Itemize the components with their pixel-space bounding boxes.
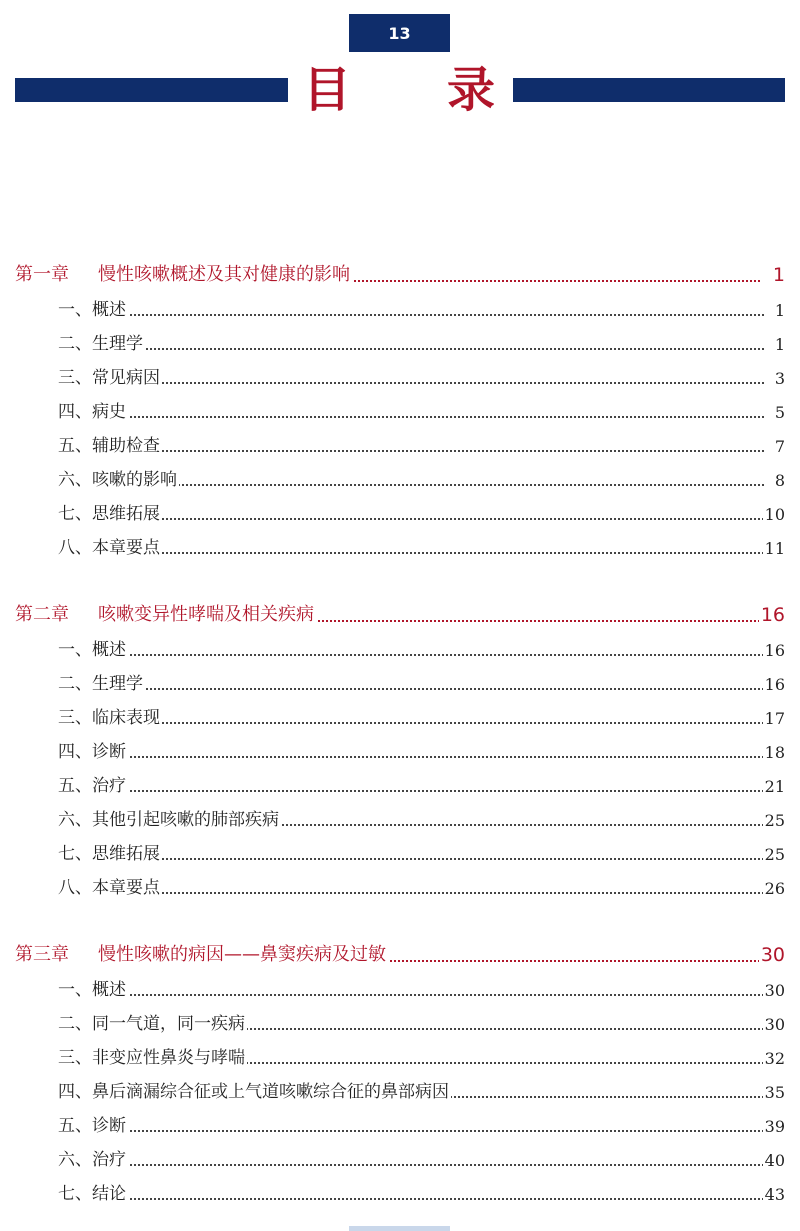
chapter-page-number: 16: [760, 604, 785, 626]
section-title: 一、概述: [58, 635, 128, 660]
section-title: 四、鼻后滴漏综合征或上气道咳嗽综合征的鼻部病因: [58, 1077, 451, 1102]
section-page-number: 1: [774, 301, 785, 320]
section-page-number: 11: [764, 539, 785, 558]
section-title: 四、诊断: [58, 737, 128, 762]
section-page-number: 5: [774, 403, 785, 422]
section-row[interactable]: [0, 398, 800, 426]
section-title: 二、生理学: [58, 329, 145, 354]
chapter-page-number: 1: [772, 264, 785, 286]
page-title-char-2: 录: [447, 62, 496, 118]
section-row[interactable]: [0, 1078, 800, 1106]
section-page-number: 30: [764, 1015, 785, 1034]
section-title: 六、咳嗽的影响: [58, 465, 179, 490]
section-title: 一、概述: [58, 295, 128, 320]
header-bar-left: [15, 78, 288, 102]
section-row[interactable]: [0, 976, 800, 1004]
dot-leader: [58, 756, 764, 758]
dot-leader: [58, 654, 764, 656]
section-page-number: 1: [774, 335, 785, 354]
section-title: 三、临床表现: [58, 703, 162, 728]
dot-leader: [58, 552, 764, 554]
section-row[interactable]: [0, 636, 800, 664]
section-row[interactable]: [0, 296, 800, 324]
section-row[interactable]: [0, 364, 800, 392]
section-row[interactable]: [0, 840, 800, 868]
dot-leader: [58, 1198, 764, 1200]
section-title: 二、同一气道，同一疾病: [58, 1009, 247, 1034]
section-page-number: 18: [764, 743, 785, 762]
dot-leader: [58, 994, 764, 996]
page-title-char-1: 目: [303, 62, 352, 118]
dot-leader: [58, 722, 764, 724]
section-row[interactable]: [0, 432, 800, 460]
section-row[interactable]: [0, 534, 800, 562]
dot-leader: [58, 416, 764, 418]
section-title: 三、非变应性鼻炎与哮喘: [58, 1043, 247, 1068]
section-row[interactable]: [0, 874, 800, 902]
dot-leader: [58, 1130, 764, 1132]
section-page-number: 16: [764, 675, 785, 694]
section-row[interactable]: [0, 330, 800, 358]
dot-leader: [58, 314, 764, 316]
section-title: 七、思维拓展: [58, 499, 162, 524]
section-page-number: 3: [774, 369, 785, 388]
section-page-number: 39: [764, 1117, 785, 1136]
section-row[interactable]: [0, 1112, 800, 1140]
section-title: 七、结论: [58, 1179, 128, 1204]
chapter-label: 第一章: [15, 264, 69, 285]
section-title: 八、本章要点: [58, 533, 162, 558]
section-page-number: 25: [764, 811, 785, 830]
chapter-row[interactable]: [0, 942, 800, 970]
page-number: 13: [349, 14, 450, 52]
section-title: 二、生理学: [58, 669, 145, 694]
dot-leader: [58, 892, 764, 894]
section-page-number: 40: [764, 1151, 785, 1170]
dot-leader: [58, 348, 764, 350]
section-title: 四、病史: [58, 397, 128, 422]
dot-leader: [58, 382, 764, 384]
section-row[interactable]: [0, 704, 800, 732]
chapter-row[interactable]: [0, 262, 800, 290]
section-page-number: 21: [764, 777, 785, 796]
section-page-number: 32: [764, 1049, 785, 1068]
section-page-number: 35: [764, 1083, 785, 1102]
section-row[interactable]: [0, 806, 800, 834]
chapter-page-number: 30: [760, 944, 785, 966]
section-page-number: 30: [764, 981, 785, 1000]
chapter-row[interactable]: [0, 602, 800, 630]
dot-leader: [58, 1164, 764, 1166]
section-title: 五、辅助检查: [58, 431, 162, 456]
chapter-title: 慢性咳嗽的病因——鼻窦疾病及过敏: [98, 940, 388, 966]
chapter-title: 咳嗽变异性哮喘及相关疾病: [98, 600, 316, 626]
section-row[interactable]: [0, 1044, 800, 1072]
dot-leader: [58, 450, 764, 452]
section-page-number: 25: [764, 845, 785, 864]
section-title: 八、本章要点: [58, 873, 162, 898]
chapter-title: 慢性咳嗽概述及其对健康的影响: [98, 260, 352, 286]
section-page-number: 26: [764, 879, 785, 898]
header-bar-right: [513, 78, 785, 102]
section-page-number: 8: [774, 471, 785, 490]
dot-leader: [58, 858, 764, 860]
section-title: 三、常见病因: [58, 363, 162, 388]
section-title: 六、其他引起咳嗽的肺部疾病: [58, 805, 281, 830]
section-row[interactable]: [0, 1180, 800, 1208]
section-title: 五、诊断: [58, 1111, 128, 1136]
section-row[interactable]: [0, 772, 800, 800]
footer-bar: [349, 1226, 450, 1231]
chapter-label: 第三章: [15, 944, 69, 965]
section-page-number: 16: [764, 641, 785, 660]
dot-leader: [58, 518, 764, 520]
section-row[interactable]: [0, 1010, 800, 1038]
dot-leader: [58, 790, 764, 792]
chapter-label: 第二章: [15, 604, 69, 625]
section-page-number: 10: [764, 505, 785, 524]
section-title: 六、治疗: [58, 1145, 128, 1170]
section-page-number: 7: [774, 437, 785, 456]
section-title: 七、思维拓展: [58, 839, 162, 864]
section-row[interactable]: [0, 670, 800, 698]
section-row[interactable]: [0, 500, 800, 528]
section-page-number: 17: [764, 709, 785, 728]
section-title: 五、治疗: [58, 771, 128, 796]
section-row[interactable]: [0, 738, 800, 766]
section-row[interactable]: [0, 1146, 800, 1174]
dot-leader: [58, 688, 764, 690]
section-page-number: 43: [764, 1185, 785, 1204]
section-title: 一、概述: [58, 975, 128, 1000]
section-row[interactable]: [0, 466, 800, 494]
